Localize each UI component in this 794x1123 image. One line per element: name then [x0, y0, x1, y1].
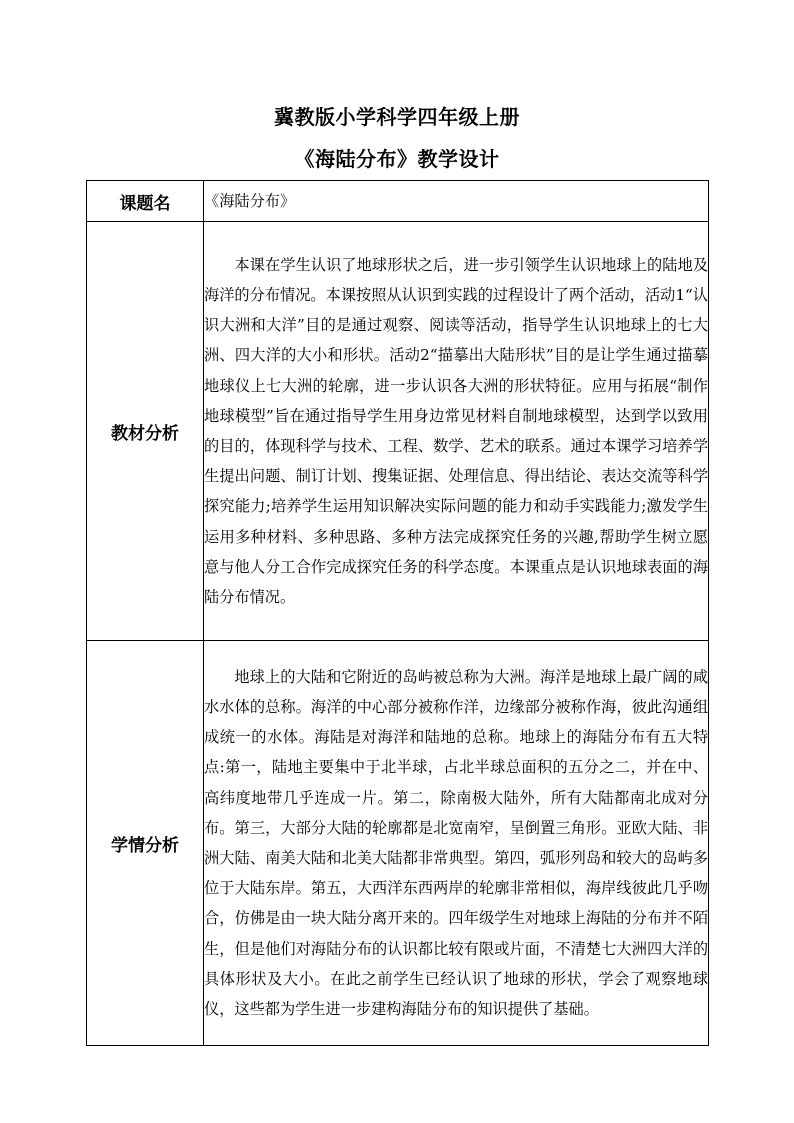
table-row-topic — [87, 181, 709, 222]
row-label-topic: 课题名 — [87, 181, 204, 222]
document-subtitle: 《海陆分布》教学设计 — [294, 147, 500, 171]
row-content-material-analysis-cell — [204, 222, 709, 641]
row-label-material-analysis: 教材分析 — [87, 222, 204, 641]
row-content-student-analysis: 地球上的大陆和它附近的岛屿被总称为大洲。海洋是地球上最广阔的咸水水体的总称。海洋的中心部分被称作洋，边缘部分被称作海，彼此沟通组成统一的水体。海陆是对海洋和陆地的总称。地球上的海陆分布有五大特点:第一，陆地主要集中于北半球，占北半球总面积的五分之二，并在中、高纬度地带几乎连成一片。第二，除南极大陆外，所有大陆都南北成对分布。第三，大部分大陆的轮廓都是北宽南窄，呈倒置三角形。亚欧大陆、非洲大陆、南美大陆和北美大陆都非常典型。第四，弧形列岛和较大的岛屿多位于大陆东岸。第五，大西洋东西两岸的轮廓非常相似，海岸线彼此几乎吻合，仿佛是由一块大陆分离开来的。四年级学生对地球上海陆的分布并不陌生，但是他们对海陆分布的认识都比较有限或片面，不清楚七大洲四大洋的具体形状及大小。在此之前学生已经认识了地球的形状，学会了观察地球仪，这些都为学生进一步建构海陆分布的知识提供了基础。 — [204, 667, 708, 1019]
row-content-student-analysis-cell — [204, 641, 709, 1046]
table-row-student-analysis — [87, 641, 709, 1046]
row-content-material-analysis: 本课在学生认识了地球形状之后，进一步引领学生认识地球上的陆地及海洋的分布情况。本课按照从认识到实践的过程设计了两个活动，活动1“认识大洲和大洋”目的是通过观察、阅读等活动，指导学生认识地球上的七大洲、四大洋的大小和形状。活动2“描摹出大陆形状”目的是让学生通过描摹地球仪上七大洲的轮廓，进一步认识各大洲的形状特征。应用与拓展“制作地球模型”旨在通过指导学生用身边常见材料自制地球模型，达到学以致用的目的，体现科学与技术、工程、数学、艺术的联系。通过本课学习培养学生提出问题、制订计划、搜集证据、处理信息、得出结论、表达交流等科学探究能力;培养学生运用知识解决实际问题的能力和动手实践能力;激发学生运用多种材料、多种思路、多种方法完成探究任务的兴趣,帮助学生树立愿意与他人分工合作完成探究任务的科学态度。本课重点是认识地球表面的海陆分布情况。 — [204, 255, 708, 607]
table-row-material-analysis — [87, 222, 709, 641]
row-label-student-analysis: 学情分析 — [87, 641, 204, 1046]
row-content-topic: 《海陆分布》 — [204, 181, 709, 222]
document-title: 冀教版小学科学四年级上册 — [274, 105, 520, 129]
lesson-plan-table — [86, 180, 709, 1046]
